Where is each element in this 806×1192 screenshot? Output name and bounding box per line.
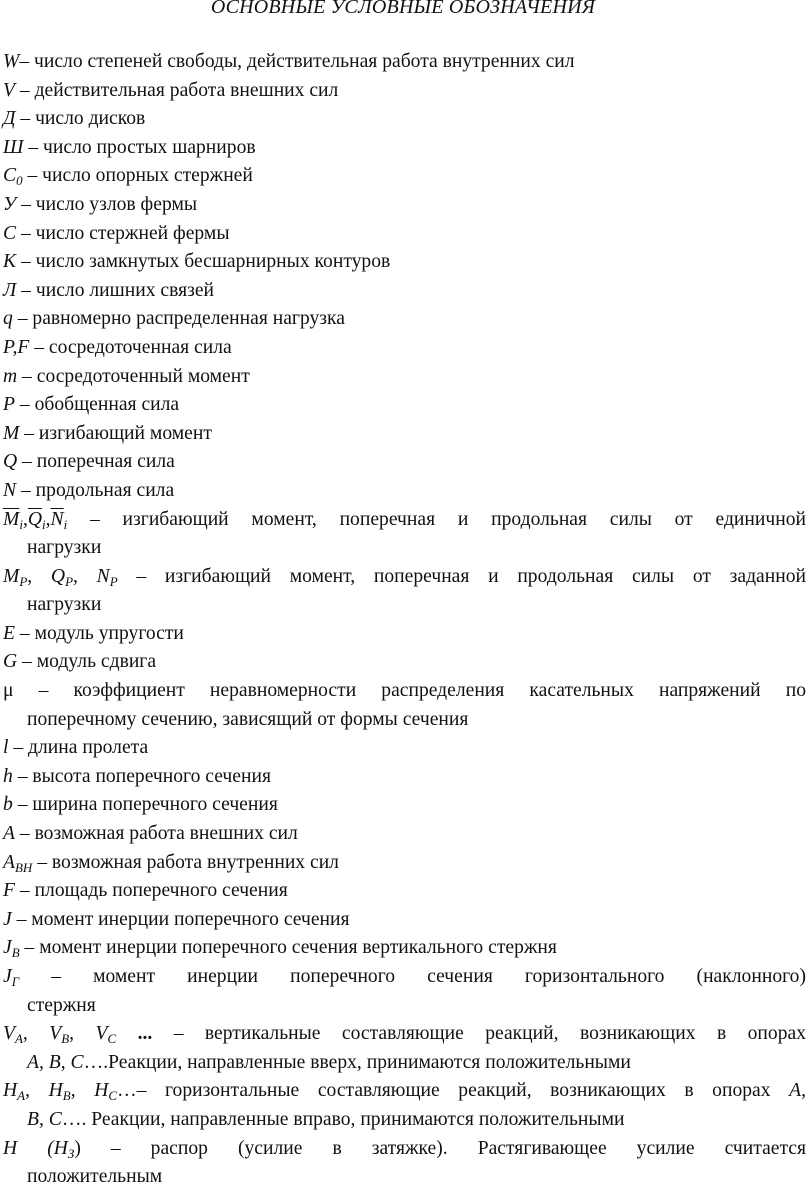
symbol: A, B, C — [27, 1051, 84, 1073]
list-item — [3, 648, 806, 677]
definition: – момент инерции поперечного сечения вертикального стержня — [19, 937, 557, 959]
symbol: μ — [3, 680, 14, 702]
symbol: Ш — [3, 136, 24, 158]
symbol: $\overline{M}$ — [3, 508, 20, 530]
symbol: M — [3, 565, 20, 587]
list-item — [3, 162, 806, 191]
symbol: B, C — [27, 1108, 62, 1130]
symbol: V — [49, 1023, 62, 1045]
list-item — [3, 363, 806, 392]
subscript: P — [19, 573, 28, 589]
subscript: B — [61, 1031, 70, 1047]
list-item — [3, 305, 806, 334]
entry-line — [3, 677, 806, 706]
subscript: A — [17, 1088, 26, 1104]
entry-line — [3, 1135, 806, 1164]
definition: – число опорных стержней — [22, 165, 253, 187]
subscript: В — [11, 945, 20, 961]
page-title: ОСНОВНЫЕ УСЛОВНЫЕ ОБОЗНАЧЕНИЯ — [210, 0, 596, 18]
list-item — [3, 220, 806, 249]
symbol: Л — [3, 279, 17, 301]
list-item — [3, 48, 806, 77]
symbol: H — [48, 1080, 63, 1102]
list-item — [3, 191, 806, 220]
list-item — [3, 277, 806, 306]
symbol: H — [94, 1080, 109, 1102]
definition: – площадь поперечного сечения — [14, 880, 288, 902]
symbol: H — [3, 1137, 18, 1159]
list-item — [3, 906, 806, 935]
definition: – сосредоточенная сила — [29, 336, 232, 358]
list-item — [3, 1077, 806, 1134]
list-item — [3, 77, 806, 106]
symbol: Q — [50, 565, 66, 587]
subscript: A — [14, 1031, 23, 1047]
symbol: A — [3, 851, 15, 873]
symbol: A — [3, 823, 15, 845]
definition-continued: положительным — [27, 1166, 163, 1188]
definition: – поперечная сила — [17, 451, 175, 473]
definition: – возможная работа внешних сил — [14, 823, 298, 845]
list-item — [3, 134, 806, 163]
entry-line: $\overline{M}_i,\overline{Q}_i,\overline{N}_i$ – изгибающий момент, поперечная и продольная силы от единичной — [3, 508, 806, 532]
symbol: J — [3, 908, 12, 930]
list-item — [3, 791, 806, 820]
definition: – длина пролета — [8, 737, 149, 759]
list-item — [3, 763, 806, 792]
symbol: (H — [47, 1137, 68, 1159]
list-item — [3, 1135, 806, 1192]
ellipsis: ... — [116, 1023, 153, 1045]
symbol: C — [3, 222, 17, 244]
symbol: l — [3, 737, 9, 759]
definition: – продольная сила — [16, 479, 175, 501]
definition: – число степеней свободы, действительная работа внутренних сил — [19, 51, 575, 72]
list-item — [3, 448, 806, 477]
symbol: q — [3, 308, 13, 330]
definition: – коэффициент неравномерности распределения касательных напряжений по — [13, 680, 806, 702]
symbol: K — [3, 251, 17, 273]
symbol: V — [3, 79, 15, 101]
symbol: m — [3, 365, 18, 387]
symbol: V — [95, 1023, 108, 1045]
definition: …– горизонтальные составляющие реакций, возникающих в опорах — [117, 1080, 771, 1102]
symbol: h — [3, 765, 13, 787]
symbol: N — [96, 565, 110, 587]
list-item — [3, 963, 806, 1020]
symbol: $\overline{N}$ — [50, 508, 64, 530]
definition: – обобщенная сила — [14, 394, 180, 416]
definition: – число замкнутых бесшарнирных контуров — [16, 251, 391, 273]
entry-line — [3, 1049, 806, 1078]
definition-continued: нагрузки — [27, 537, 102, 559]
subscript: C — [108, 1088, 118, 1104]
definition: ) – распор (усилие в затяжке). Растягивающее усилие считается — [74, 1137, 806, 1159]
subscript: Г — [11, 974, 20, 989]
symbol: H — [3, 1080, 18, 1102]
symbol: b — [3, 794, 13, 816]
definition: – сосредоточенный момент — [17, 365, 250, 387]
definition: – число простых шарниров — [23, 136, 256, 158]
list-item — [3, 620, 806, 649]
symbol: У — [3, 193, 17, 215]
subscript: 0 — [16, 173, 23, 189]
list-item — [3, 420, 806, 449]
symbol: F — [3, 880, 15, 902]
list-item — [3, 334, 806, 363]
list-item — [3, 820, 806, 849]
definition-continued: поперечному сечению, зависящий от формы сечения — [27, 708, 469, 730]
definition-continued: стержня — [27, 994, 96, 1016]
subscript: P — [109, 573, 118, 589]
notation-list — [3, 48, 806, 1192]
subscript: P — [65, 573, 74, 589]
symbol: J — [3, 937, 12, 959]
symbol: Q — [3, 451, 18, 473]
definition: – модуль упругости — [14, 622, 184, 644]
list-item — [3, 105, 806, 134]
definition: – изгибающий момент — [19, 422, 212, 444]
definition: – ширина поперечного сечения — [12, 794, 278, 816]
definition-continued: ….Реакции, направленные вверх, принимаются положительными — [83, 1051, 631, 1073]
list-item — [3, 734, 806, 763]
symbol: N — [3, 479, 17, 501]
definition: – равномерно распределенная нагрузка — [12, 308, 345, 330]
list-item — [3, 934, 806, 963]
symbol: J — [3, 966, 12, 987]
list-item — [3, 1020, 806, 1077]
entry-line: $M_P$, $Q_P$, $N_P$ – изгибающий момент, поперечная и продольная силы от заданной — [3, 565, 806, 589]
symbol: P,F — [3, 336, 30, 358]
definition: – момент инерции поперечного сечения горизонтального (наклонного) — [19, 966, 806, 987]
definition: – число дисков — [15, 108, 146, 130]
symbol: V — [3, 1023, 15, 1045]
definition: – высота поперечного сечения — [12, 765, 271, 787]
definition: – число узлов фермы — [16, 193, 198, 215]
definition: – число стержней фермы — [16, 222, 230, 244]
symbol: M — [3, 422, 20, 444]
subscript: ВН — [14, 859, 33, 875]
entry-line — [3, 1106, 806, 1135]
entry-line: $V_A$, $V_B$, $V_C$ ... – вертикальные составляющие реакций, возникающих в опорах — [3, 1023, 806, 1047]
list-item — [3, 677, 806, 734]
definition: – возможная работа внутренних сил — [32, 851, 339, 873]
entry-line: $H_A$, $H_B$, $H_C\dots-$ горизонтальные составляющие реакций, возникающих в опорах A, — [3, 1080, 806, 1104]
list-item — [3, 877, 806, 906]
list-item — [3, 506, 806, 563]
entry-line — [3, 963, 806, 992]
definition: – изгибающий момент, поперечная и продольная силы от заданной — [117, 565, 806, 587]
symbol: P — [3, 394, 15, 416]
definition: – изгибающий момент, поперечная и продольная силы от единичной — [67, 508, 806, 530]
symbol: Д — [3, 108, 16, 130]
symbol: W — [3, 51, 20, 72]
list-item — [3, 849, 806, 878]
symbol: A, — [789, 1080, 806, 1102]
list-item — [3, 563, 806, 620]
definition-continued: нагрузки — [27, 594, 102, 616]
subscript: i — [63, 516, 68, 532]
subscript: i — [19, 516, 23, 532]
symbol: G — [3, 651, 18, 673]
definition: – момент инерции поперечного сечения — [11, 908, 350, 930]
list-item — [3, 391, 806, 420]
subscript: C — [107, 1031, 117, 1047]
subscript: i — [42, 516, 46, 532]
list-item — [3, 477, 806, 506]
definition: – действительная работа внешних сил — [14, 79, 339, 101]
list-item — [3, 248, 806, 277]
symbol: $\overline{Q}$ — [27, 508, 43, 530]
definition-continued: …. Реакции, направленные вправо, принимаются положительными — [61, 1108, 625, 1130]
subscript: B — [62, 1088, 71, 1104]
definition: – вертикальные составляющие реакций, возникающих в опорах — [152, 1023, 806, 1045]
definition: – модуль сдвига — [17, 651, 157, 673]
symbol: E — [3, 622, 15, 644]
definition: – число лишних связей — [16, 279, 215, 301]
symbol: C — [3, 165, 17, 187]
subscript: З — [67, 1145, 75, 1161]
